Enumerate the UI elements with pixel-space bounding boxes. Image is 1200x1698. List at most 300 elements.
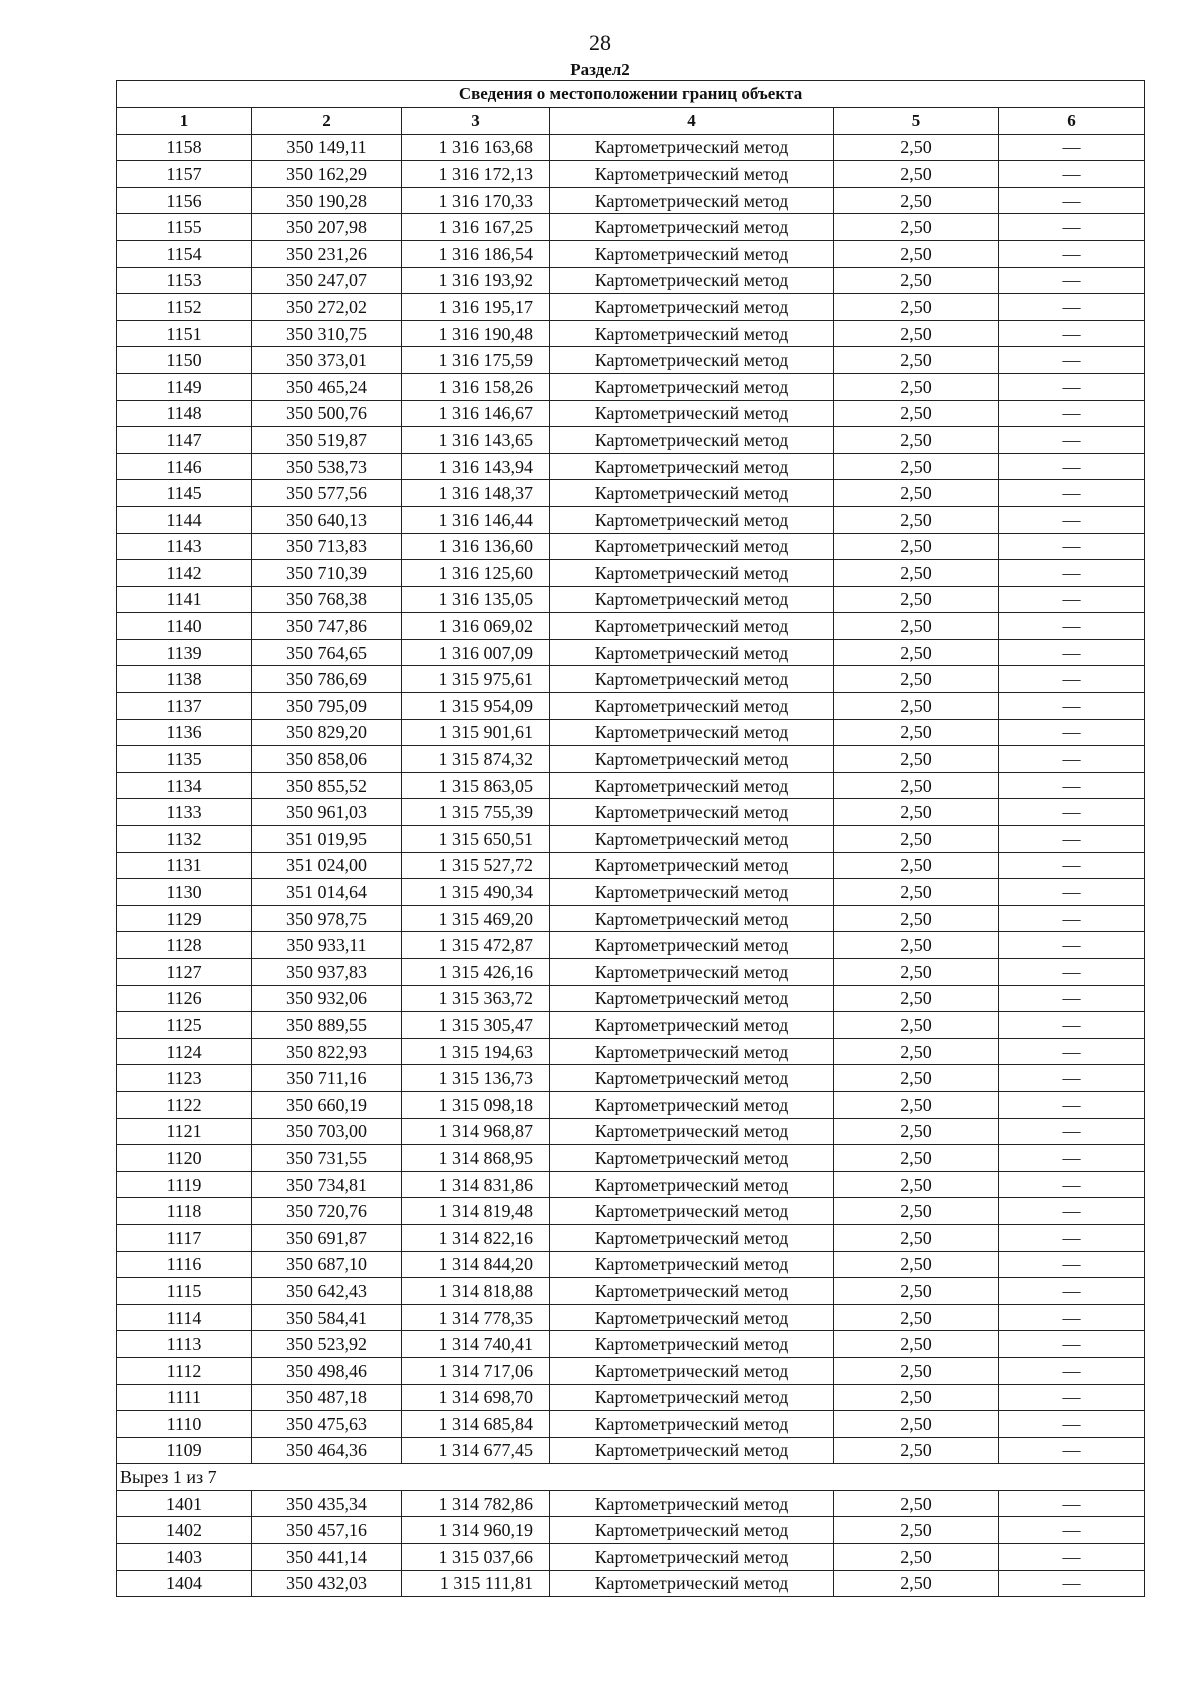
x-coordinate-cell: 350 747,86 <box>252 613 402 640</box>
table-row <box>117 1517 1145 1544</box>
accuracy-cell: 2,50 <box>834 214 999 241</box>
point-number-cell: 1122 <box>117 1091 252 1118</box>
table-row <box>117 746 1145 773</box>
table-row <box>117 506 1145 533</box>
y-coordinate-cell: 1 314 831,86 <box>402 1171 550 1198</box>
method-cell: Картометрический метод <box>550 1198 834 1225</box>
point-number-cell: 1154 <box>117 240 252 267</box>
accuracy-cell: 2,50 <box>834 1304 999 1331</box>
point-number-cell: 1404 <box>117 1570 252 1597</box>
table-row <box>117 1171 1145 1198</box>
x-coordinate-cell: 350 734,81 <box>252 1171 402 1198</box>
y-coordinate-cell: 1 316 135,05 <box>402 586 550 613</box>
accuracy-cell: 2,50 <box>834 373 999 400</box>
table-row <box>117 985 1145 1012</box>
accuracy-cell: 2,50 <box>834 932 999 959</box>
table-row <box>117 719 1145 746</box>
method-cell: Картометрический метод <box>550 320 834 347</box>
y-coordinate-cell: 1 316 146,44 <box>402 506 550 533</box>
description-cell: — <box>999 693 1145 720</box>
x-coordinate-cell: 350 978,75 <box>252 905 402 932</box>
x-coordinate-cell: 350 937,83 <box>252 959 402 986</box>
accuracy-cell: 2,50 <box>834 294 999 321</box>
table-caption: Сведения о местоположении границ объекта <box>117 81 1145 108</box>
method-cell: Картометрический метод <box>550 772 834 799</box>
x-coordinate-cell: 350 932,06 <box>252 985 402 1012</box>
table-row <box>117 639 1145 666</box>
description-cell: — <box>999 826 1145 853</box>
y-coordinate-cell: 1 315 901,61 <box>402 719 550 746</box>
x-coordinate-cell: 350 795,09 <box>252 693 402 720</box>
x-coordinate-cell: 350 703,00 <box>252 1118 402 1145</box>
table-row <box>117 134 1145 161</box>
point-number-cell: 1123 <box>117 1065 252 1092</box>
accuracy-cell: 2,50 <box>834 1331 999 1358</box>
y-coordinate-cell: 1 315 363,72 <box>402 985 550 1012</box>
x-coordinate-cell: 350 577,56 <box>252 480 402 507</box>
description-cell: — <box>999 639 1145 666</box>
x-coordinate-cell: 350 310,75 <box>252 320 402 347</box>
point-number-cell: 1116 <box>117 1251 252 1278</box>
point-number-cell: 1126 <box>117 985 252 1012</box>
y-coordinate-cell: 1 316 146,67 <box>402 400 550 427</box>
accuracy-cell: 2,50 <box>834 240 999 267</box>
table-body <box>117 134 1145 1464</box>
x-coordinate-cell: 350 441,14 <box>252 1544 402 1571</box>
method-cell: Картометрический метод <box>550 1065 834 1092</box>
y-coordinate-cell: 1 315 755,39 <box>402 799 550 826</box>
y-coordinate-cell: 1 316 190,48 <box>402 320 550 347</box>
table-row <box>117 1437 1145 1464</box>
accuracy-cell: 2,50 <box>834 347 999 374</box>
y-coordinate-cell: 1 316 193,92 <box>402 267 550 294</box>
description-cell: — <box>999 959 1145 986</box>
x-coordinate-cell: 350 713,83 <box>252 533 402 560</box>
y-coordinate-cell: 1 314 844,20 <box>402 1251 550 1278</box>
point-number-cell: 1117 <box>117 1224 252 1251</box>
point-number-cell: 1403 <box>117 1544 252 1571</box>
x-coordinate-cell: 350 464,36 <box>252 1437 402 1464</box>
point-number-cell: 1149 <box>117 373 252 400</box>
accuracy-cell: 2,50 <box>834 400 999 427</box>
method-cell: Картометрический метод <box>550 693 834 720</box>
table-row <box>117 1038 1145 1065</box>
y-coordinate-cell: 1 315 490,34 <box>402 879 550 906</box>
table-row <box>117 1490 1145 1517</box>
description-cell: — <box>999 453 1145 480</box>
table-row <box>117 533 1145 560</box>
table-row <box>117 1118 1145 1145</box>
point-number-cell: 1119 <box>117 1171 252 1198</box>
table-row <box>117 799 1145 826</box>
cutout-section <box>117 1464 1145 1491</box>
y-coordinate-cell: 1 316 125,60 <box>402 560 550 587</box>
point-number-cell: 1128 <box>117 932 252 959</box>
y-coordinate-cell: 1 316 007,09 <box>402 639 550 666</box>
table-row <box>117 1544 1145 1571</box>
y-coordinate-cell: 1 316 195,17 <box>402 294 550 321</box>
y-coordinate-cell: 1 316 158,26 <box>402 373 550 400</box>
method-cell: Картометрический метод <box>550 613 834 640</box>
x-coordinate-cell: 350 961,03 <box>252 799 402 826</box>
description-cell: — <box>999 240 1145 267</box>
x-coordinate-cell: 350 538,73 <box>252 453 402 480</box>
description-cell: — <box>999 294 1145 321</box>
page-number: 28 <box>589 30 611 55</box>
point-number-cell: 1137 <box>117 693 252 720</box>
accuracy-cell: 2,50 <box>834 267 999 294</box>
y-coordinate-cell: 1 316 069,02 <box>402 613 550 640</box>
point-number-cell: 1144 <box>117 506 252 533</box>
y-coordinate-cell: 1 314 782,86 <box>402 1490 550 1517</box>
method-cell: Картометрический метод <box>550 1331 834 1358</box>
description-cell: — <box>999 400 1145 427</box>
x-coordinate-cell: 350 523,92 <box>252 1331 402 1358</box>
description-cell: — <box>999 161 1145 188</box>
description-cell: — <box>999 1517 1145 1544</box>
x-coordinate-cell: 350 642,43 <box>252 1278 402 1305</box>
description-cell: — <box>999 985 1145 1012</box>
accuracy-cell: 2,50 <box>834 1437 999 1464</box>
point-number-cell: 1110 <box>117 1411 252 1438</box>
y-coordinate-cell: 1 315 472,87 <box>402 932 550 959</box>
description-cell: — <box>999 506 1145 533</box>
column-header: 6 <box>999 108 1145 135</box>
x-coordinate-cell: 350 500,76 <box>252 400 402 427</box>
accuracy-cell: 2,50 <box>834 586 999 613</box>
method-cell: Картометрический метод <box>550 1384 834 1411</box>
accuracy-cell: 2,50 <box>834 320 999 347</box>
method-cell: Картометрический метод <box>550 719 834 746</box>
y-coordinate-cell: 1 314 698,70 <box>402 1384 550 1411</box>
x-coordinate-cell: 350 687,10 <box>252 1251 402 1278</box>
point-number-cell: 1157 <box>117 161 252 188</box>
description-cell: — <box>999 666 1145 693</box>
method-cell: Картометрический метод <box>550 240 834 267</box>
point-number-cell: 1135 <box>117 746 252 773</box>
x-coordinate-cell: 350 858,06 <box>252 746 402 773</box>
description-cell: — <box>999 1437 1145 1464</box>
method-cell: Картометрический метод <box>550 586 834 613</box>
x-coordinate-cell: 351 019,95 <box>252 826 402 853</box>
x-coordinate-cell: 351 024,00 <box>252 852 402 879</box>
method-cell: Картометрический метод <box>550 666 834 693</box>
x-coordinate-cell: 350 498,46 <box>252 1357 402 1384</box>
y-coordinate-cell: 1 314 677,45 <box>402 1437 550 1464</box>
point-number-cell: 1118 <box>117 1198 252 1225</box>
point-number-cell: 1402 <box>117 1517 252 1544</box>
point-number-cell: 1129 <box>117 905 252 932</box>
table-row <box>117 480 1145 507</box>
table-row <box>117 1331 1145 1358</box>
table-header-row <box>117 108 1145 135</box>
method-cell: Картометрический метод <box>550 879 834 906</box>
description-cell: — <box>999 932 1145 959</box>
accuracy-cell: 2,50 <box>834 1517 999 1544</box>
column-header: 4 <box>550 108 834 135</box>
point-number-cell: 1125 <box>117 1012 252 1039</box>
method-cell: Картометрический метод <box>550 1224 834 1251</box>
y-coordinate-cell: 1 314 818,88 <box>402 1278 550 1305</box>
y-coordinate-cell: 1 314 740,41 <box>402 1331 550 1358</box>
x-coordinate-cell: 350 207,98 <box>252 214 402 241</box>
y-coordinate-cell: 1 316 143,94 <box>402 453 550 480</box>
table-row <box>117 959 1145 986</box>
description-cell: — <box>999 799 1145 826</box>
method-cell: Картометрический метод <box>550 214 834 241</box>
description-cell: — <box>999 1411 1145 1438</box>
method-cell: Картометрический метод <box>550 639 834 666</box>
point-number-cell: 1111 <box>117 1384 252 1411</box>
table-row <box>117 373 1145 400</box>
method-cell: Картометрический метод <box>550 134 834 161</box>
description-cell: — <box>999 1012 1145 1039</box>
description-cell: — <box>999 1091 1145 1118</box>
point-number-cell: 1120 <box>117 1145 252 1172</box>
accuracy-cell: 2,50 <box>834 772 999 799</box>
description-cell: — <box>999 1544 1145 1571</box>
point-number-cell: 1143 <box>117 533 252 560</box>
description-cell: — <box>999 1038 1145 1065</box>
description-cell: — <box>999 1145 1145 1172</box>
x-coordinate-cell: 350 822,93 <box>252 1038 402 1065</box>
cutout-label: Вырез 1 из 7 <box>117 1464 1145 1491</box>
point-number-cell: 1145 <box>117 480 252 507</box>
point-number-cell: 1401 <box>117 1490 252 1517</box>
table-row <box>117 586 1145 613</box>
description-cell: — <box>999 214 1145 241</box>
point-number-cell: 1133 <box>117 799 252 826</box>
description-cell: — <box>999 1198 1145 1225</box>
x-coordinate-cell: 350 149,11 <box>252 134 402 161</box>
description-cell: — <box>999 905 1145 932</box>
table-row <box>117 214 1145 241</box>
y-coordinate-cell: 1 315 863,05 <box>402 772 550 799</box>
x-coordinate-cell: 350 720,76 <box>252 1198 402 1225</box>
accuracy-cell: 2,50 <box>834 852 999 879</box>
x-coordinate-cell: 350 519,87 <box>252 427 402 454</box>
point-number-cell: 1124 <box>117 1038 252 1065</box>
description-cell: — <box>999 852 1145 879</box>
accuracy-cell: 2,50 <box>834 1038 999 1065</box>
x-coordinate-cell: 350 487,18 <box>252 1384 402 1411</box>
table-row <box>117 772 1145 799</box>
point-number-cell: 1134 <box>117 772 252 799</box>
description-cell: — <box>999 373 1145 400</box>
y-coordinate-cell: 1 315 975,61 <box>402 666 550 693</box>
table-row <box>117 1251 1145 1278</box>
method-cell: Картометрический метод <box>550 799 834 826</box>
y-coordinate-cell: 1 316 186,54 <box>402 240 550 267</box>
point-number-cell: 1138 <box>117 666 252 693</box>
table-row <box>117 852 1145 879</box>
table-row <box>117 1145 1145 1172</box>
y-coordinate-cell: 1 314 717,06 <box>402 1357 550 1384</box>
accuracy-cell: 2,50 <box>834 187 999 214</box>
y-coordinate-cell: 1 316 143,65 <box>402 427 550 454</box>
point-number-cell: 1151 <box>117 320 252 347</box>
y-coordinate-cell: 1 315 098,18 <box>402 1091 550 1118</box>
point-number-cell: 1114 <box>117 1304 252 1331</box>
point-number-cell: 1155 <box>117 214 252 241</box>
method-cell: Картометрический метод <box>550 533 834 560</box>
column-header: 5 <box>834 108 999 135</box>
point-number-cell: 1136 <box>117 719 252 746</box>
table-caption-row <box>117 81 1145 108</box>
boundary-table <box>116 80 1145 1597</box>
y-coordinate-cell: 1 314 868,95 <box>402 1145 550 1172</box>
x-coordinate-cell: 350 162,29 <box>252 161 402 188</box>
description-cell: — <box>999 1357 1145 1384</box>
description-cell: — <box>999 1490 1145 1517</box>
x-coordinate-cell: 350 231,26 <box>252 240 402 267</box>
method-cell: Картометрический метод <box>550 1517 834 1544</box>
point-number-cell: 1158 <box>117 134 252 161</box>
point-number-cell: 1130 <box>117 879 252 906</box>
method-cell: Картометрический метод <box>550 161 834 188</box>
y-coordinate-cell: 1 315 469,20 <box>402 905 550 932</box>
y-coordinate-cell: 1 314 960,19 <box>402 1517 550 1544</box>
description-cell: — <box>999 1384 1145 1411</box>
x-coordinate-cell: 350 889,55 <box>252 1012 402 1039</box>
table-row <box>117 453 1145 480</box>
accuracy-cell: 2,50 <box>834 959 999 986</box>
table-row <box>117 1198 1145 1225</box>
y-coordinate-cell: 1 315 650,51 <box>402 826 550 853</box>
x-coordinate-cell: 350 829,20 <box>252 719 402 746</box>
point-number-cell: 1113 <box>117 1331 252 1358</box>
method-cell: Картометрический метод <box>550 1570 834 1597</box>
point-number-cell: 1132 <box>117 826 252 853</box>
y-coordinate-cell: 1 316 172,13 <box>402 161 550 188</box>
accuracy-cell: 2,50 <box>834 985 999 1012</box>
x-coordinate-cell: 350 465,24 <box>252 373 402 400</box>
description-cell: — <box>999 560 1145 587</box>
method-cell: Картометрический метод <box>550 453 834 480</box>
method-cell: Картометрический метод <box>550 932 834 959</box>
column-header: 1 <box>117 108 252 135</box>
table-row <box>117 693 1145 720</box>
x-coordinate-cell: 350 373,01 <box>252 347 402 374</box>
table-row <box>117 613 1145 640</box>
table-row <box>117 1357 1145 1384</box>
x-coordinate-cell: 350 190,28 <box>252 187 402 214</box>
table-row <box>117 400 1145 427</box>
table-row <box>117 320 1145 347</box>
x-coordinate-cell: 350 710,39 <box>252 560 402 587</box>
method-cell: Картометрический метод <box>550 427 834 454</box>
accuracy-cell: 2,50 <box>834 826 999 853</box>
method-cell: Картометрический метод <box>550 1490 834 1517</box>
description-cell: — <box>999 267 1145 294</box>
description-cell: — <box>999 1304 1145 1331</box>
x-coordinate-cell: 350 711,16 <box>252 1065 402 1092</box>
table-row <box>117 1012 1145 1039</box>
accuracy-cell: 2,50 <box>834 533 999 560</box>
point-number-cell: 1139 <box>117 639 252 666</box>
table-row <box>117 1065 1145 1092</box>
x-coordinate-cell: 350 640,13 <box>252 506 402 533</box>
point-number-cell: 1146 <box>117 453 252 480</box>
method-cell: Картометрический метод <box>550 1278 834 1305</box>
y-coordinate-cell: 1 315 305,47 <box>402 1012 550 1039</box>
accuracy-cell: 2,50 <box>834 666 999 693</box>
x-coordinate-cell: 350 933,11 <box>252 932 402 959</box>
accuracy-cell: 2,50 <box>834 1171 999 1198</box>
y-coordinate-cell: 1 315 527,72 <box>402 852 550 879</box>
method-cell: Картометрический метод <box>550 1437 834 1464</box>
description-cell: — <box>999 1251 1145 1278</box>
description-cell: — <box>999 480 1145 507</box>
accuracy-cell: 2,50 <box>834 1411 999 1438</box>
cutout-label-row <box>117 1464 1145 1491</box>
method-cell: Картометрический метод <box>550 1304 834 1331</box>
method-cell: Картометрический метод <box>550 905 834 932</box>
y-coordinate-cell: 1 316 167,25 <box>402 214 550 241</box>
y-coordinate-cell: 1 315 136,73 <box>402 1065 550 1092</box>
table-row <box>117 1411 1145 1438</box>
method-cell: Картометрический метод <box>550 400 834 427</box>
table-row <box>117 905 1145 932</box>
table-row <box>117 1304 1145 1331</box>
table-row <box>117 826 1145 853</box>
x-coordinate-cell: 350 660,19 <box>252 1091 402 1118</box>
method-cell: Картометрический метод <box>550 959 834 986</box>
table-row <box>117 267 1145 294</box>
y-coordinate-cell: 1 314 685,84 <box>402 1411 550 1438</box>
y-coordinate-cell: 1 316 175,59 <box>402 347 550 374</box>
method-cell: Картометрический метод <box>550 506 834 533</box>
x-coordinate-cell: 351 014,64 <box>252 879 402 906</box>
point-number-cell: 1127 <box>117 959 252 986</box>
accuracy-cell: 2,50 <box>834 161 999 188</box>
y-coordinate-cell: 1 315 954,09 <box>402 693 550 720</box>
method-cell: Картометрический метод <box>550 1251 834 1278</box>
x-coordinate-cell: 350 764,65 <box>252 639 402 666</box>
description-cell: — <box>999 879 1145 906</box>
y-coordinate-cell: 1 314 968,87 <box>402 1118 550 1145</box>
method-cell: Картометрический метод <box>550 1038 834 1065</box>
table-row <box>117 187 1145 214</box>
method-cell: Картометрический метод <box>550 1145 834 1172</box>
accuracy-cell: 2,50 <box>834 879 999 906</box>
section-title: Раздел2 <box>570 60 630 79</box>
description-cell: — <box>999 1331 1145 1358</box>
method-cell: Картометрический метод <box>550 985 834 1012</box>
table-row <box>117 427 1145 454</box>
description-cell: — <box>999 1065 1145 1092</box>
x-coordinate-cell: 350 247,07 <box>252 267 402 294</box>
table-row <box>117 932 1145 959</box>
table-row <box>117 1224 1145 1251</box>
accuracy-cell: 2,50 <box>834 453 999 480</box>
method-cell: Картометрический метод <box>550 480 834 507</box>
description-cell: — <box>999 772 1145 799</box>
table-row <box>117 1278 1145 1305</box>
description-cell: — <box>999 1570 1145 1597</box>
accuracy-cell: 2,50 <box>834 1251 999 1278</box>
y-coordinate-cell: 1 315 194,63 <box>402 1038 550 1065</box>
method-cell: Картометрический метод <box>550 1091 834 1118</box>
x-coordinate-cell: 350 768,38 <box>252 586 402 613</box>
description-cell: — <box>999 320 1145 347</box>
method-cell: Картометрический метод <box>550 826 834 853</box>
accuracy-cell: 2,50 <box>834 1357 999 1384</box>
cutout-table-body <box>117 1490 1145 1596</box>
y-coordinate-cell: 1 315 874,32 <box>402 746 550 773</box>
x-coordinate-cell: 350 475,63 <box>252 1411 402 1438</box>
accuracy-cell: 2,50 <box>834 506 999 533</box>
